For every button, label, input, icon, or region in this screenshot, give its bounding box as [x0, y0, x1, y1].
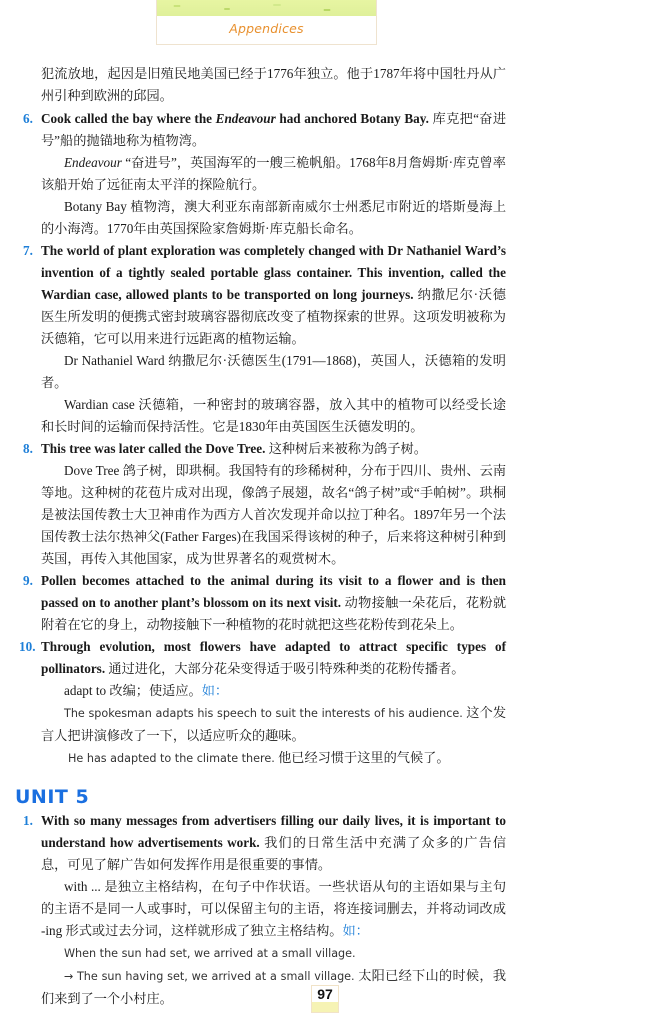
translation: 动物接触一朵花后，花粉就附着在它的身上，动物接触下一种植物的花时就把这些花粉传到花朵上。	[41, 595, 507, 632]
item-number: 7.	[23, 243, 33, 258]
example-zh: 这个发言人把讲演修改了一下，以适应听众的趣味。	[41, 705, 507, 743]
example-label: 如：	[342, 923, 369, 938]
note-item-8	[23, 438, 507, 570]
sentence: The world of plant exploration was completely changed with Dr Nathaniel Ward’s invention of a tightly sealed portable glass container. This invention, called the Wardian case, allowed plants to be transported on long journeys.	[41, 243, 506, 302]
example-zh: 太阳已经下山的时候，我们来到了一个小村庄。	[41, 968, 507, 1006]
note	[41, 460, 506, 570]
continuation-text: 犯流放地，起因是旧殖民地美国已经于1776年独立。他于1787年将中国牡丹从广州引种到欧洲的邱园。	[41, 66, 506, 103]
note-text: 鸽子树，即珙桐。我国特有的珍稀树种，分布于四川、贵州、云南等地。这种树的花苞片成对出现，像鸽子展翅，故名“鸽子树”或“手帕树”。珙桐是被法国传教士大卫神甫作为西方人首次发现并命以拉丁种名。1897年另一个法国传教士法尔热神父(Father Farges)在我国采得该树的种子，后来将这种树引种到英国，再传入其他国家，成为世界著名的观赏树木。	[41, 463, 507, 566]
grammar-note	[41, 876, 506, 942]
phrase-note	[41, 680, 506, 702]
item-number: 9.	[23, 573, 33, 588]
sentence: Pollen becomes attached to the animal during its visit to a flower and is then passed on to another plant’s blossom on its next visit.	[41, 573, 506, 610]
note	[41, 196, 506, 240]
item-number: 1.	[23, 813, 33, 828]
example	[41, 747, 506, 770]
note-text: 是独立主格结构，在句子中作状语。一些状语从句的主语如果与主句的主语不是同一人或事时，可以保留主句的主语，将连接词删去，并将动词改成 -ing 形式或过去分词，这样就形成了独立主格结构。	[41, 879, 507, 938]
example-en: He has adapted to the climate there.	[68, 752, 275, 765]
example	[41, 965, 506, 1010]
section-banner	[156, 0, 377, 45]
sentence: Cook called the bay where the Endeavour had anchored Botany Bay.	[41, 111, 429, 126]
note-item-7	[23, 240, 507, 438]
note-term: Endeavour	[64, 155, 122, 170]
example-en: The spokesman adapts his speech to suit the interests of his audience.	[64, 707, 463, 720]
item-number: 10.	[19, 639, 36, 654]
page-number: 97	[311, 985, 339, 1013]
example-zh: 他已经习惯于这里的气候了。	[278, 750, 450, 765]
note-term: Wardian case	[64, 397, 135, 412]
item-number: 6.	[23, 111, 33, 126]
note-term: with ...	[64, 879, 101, 894]
sentence: This tree was later called the Dove Tree.	[41, 441, 266, 456]
note-text: 纳撒尼尔·沃德医生(1791—1868)，英国人，沃德箱的发明者。	[41, 353, 506, 390]
item-number: 8.	[23, 441, 33, 456]
note-term: Dr Nathaniel Ward	[64, 353, 165, 368]
note-text: “奋进号”，英国海军的一艘三桅帆船。1768年8月詹姆斯·库克曾率该船开始了远征南太平洋的探险航行。	[41, 155, 506, 192]
note	[41, 350, 506, 394]
note-item-u5-1	[23, 810, 507, 1010]
example-label: 如：	[201, 683, 229, 698]
note-term: Botany Bay	[64, 199, 127, 214]
banner-decoration	[157, 0, 376, 16]
note-item-9	[23, 570, 507, 636]
phrase-meaning: 改编；使适应。	[109, 683, 202, 698]
translation: 纳撒尼尔·沃德医生所发明的便携式密封玻璃容器彻底改变了植物探索的世界。这项发明被称为沃德箱，它可以用来进行远距离的植物运输。	[41, 287, 506, 346]
arrow-icon: →	[64, 970, 74, 983]
example-en: The sun having set, we arrived at a small village.	[76, 970, 355, 983]
note	[41, 152, 506, 196]
example	[41, 702, 506, 747]
note-item-6	[23, 108, 507, 240]
translation: 通过进化，大部分花朵变得适于吸引特殊种类的花粉传播者。	[108, 661, 465, 676]
note	[41, 394, 506, 438]
section-title: Appendices	[229, 21, 304, 36]
example-en: When the sun had set, we arrived at a small village.	[64, 947, 356, 960]
sentence: With so many messages from advertisers filling our daily lives, it is important to understand how advertisements work.	[41, 813, 506, 850]
translation: 这种树后来被称为鸽子树。	[268, 441, 427, 456]
note-text: 植物湾，澳大利亚东南部新南威尔士州悉尼市附近的塔斯曼海上的小海湾。1770年由英国探险家詹姆斯·库克船长命名。	[41, 199, 507, 236]
unit-heading: UNIT 5	[15, 786, 90, 808]
note-term: Dove Tree	[64, 463, 120, 478]
example	[41, 942, 506, 965]
page-content	[15, 63, 507, 1010]
sentence: Through evolution, most flowers have adapted to attract specific types of pollinators.	[41, 639, 506, 676]
note-item-10	[19, 636, 507, 770]
translation: 我们的日常生活中充满了众多的广告信息，可见了解广告如何发挥作用是很重要的事情。	[41, 835, 507, 872]
phrase-term: adapt to	[64, 683, 107, 698]
note-text: 沃德箱，一种密封的玻璃容器，放入其中的植物可以经受长途和长时间的运输而保持活性。它是1830年由英国医生沃德发明的。	[41, 397, 507, 434]
translation: 库克把“奋进号”船的抛锚地称为植物湾。	[41, 111, 507, 148]
